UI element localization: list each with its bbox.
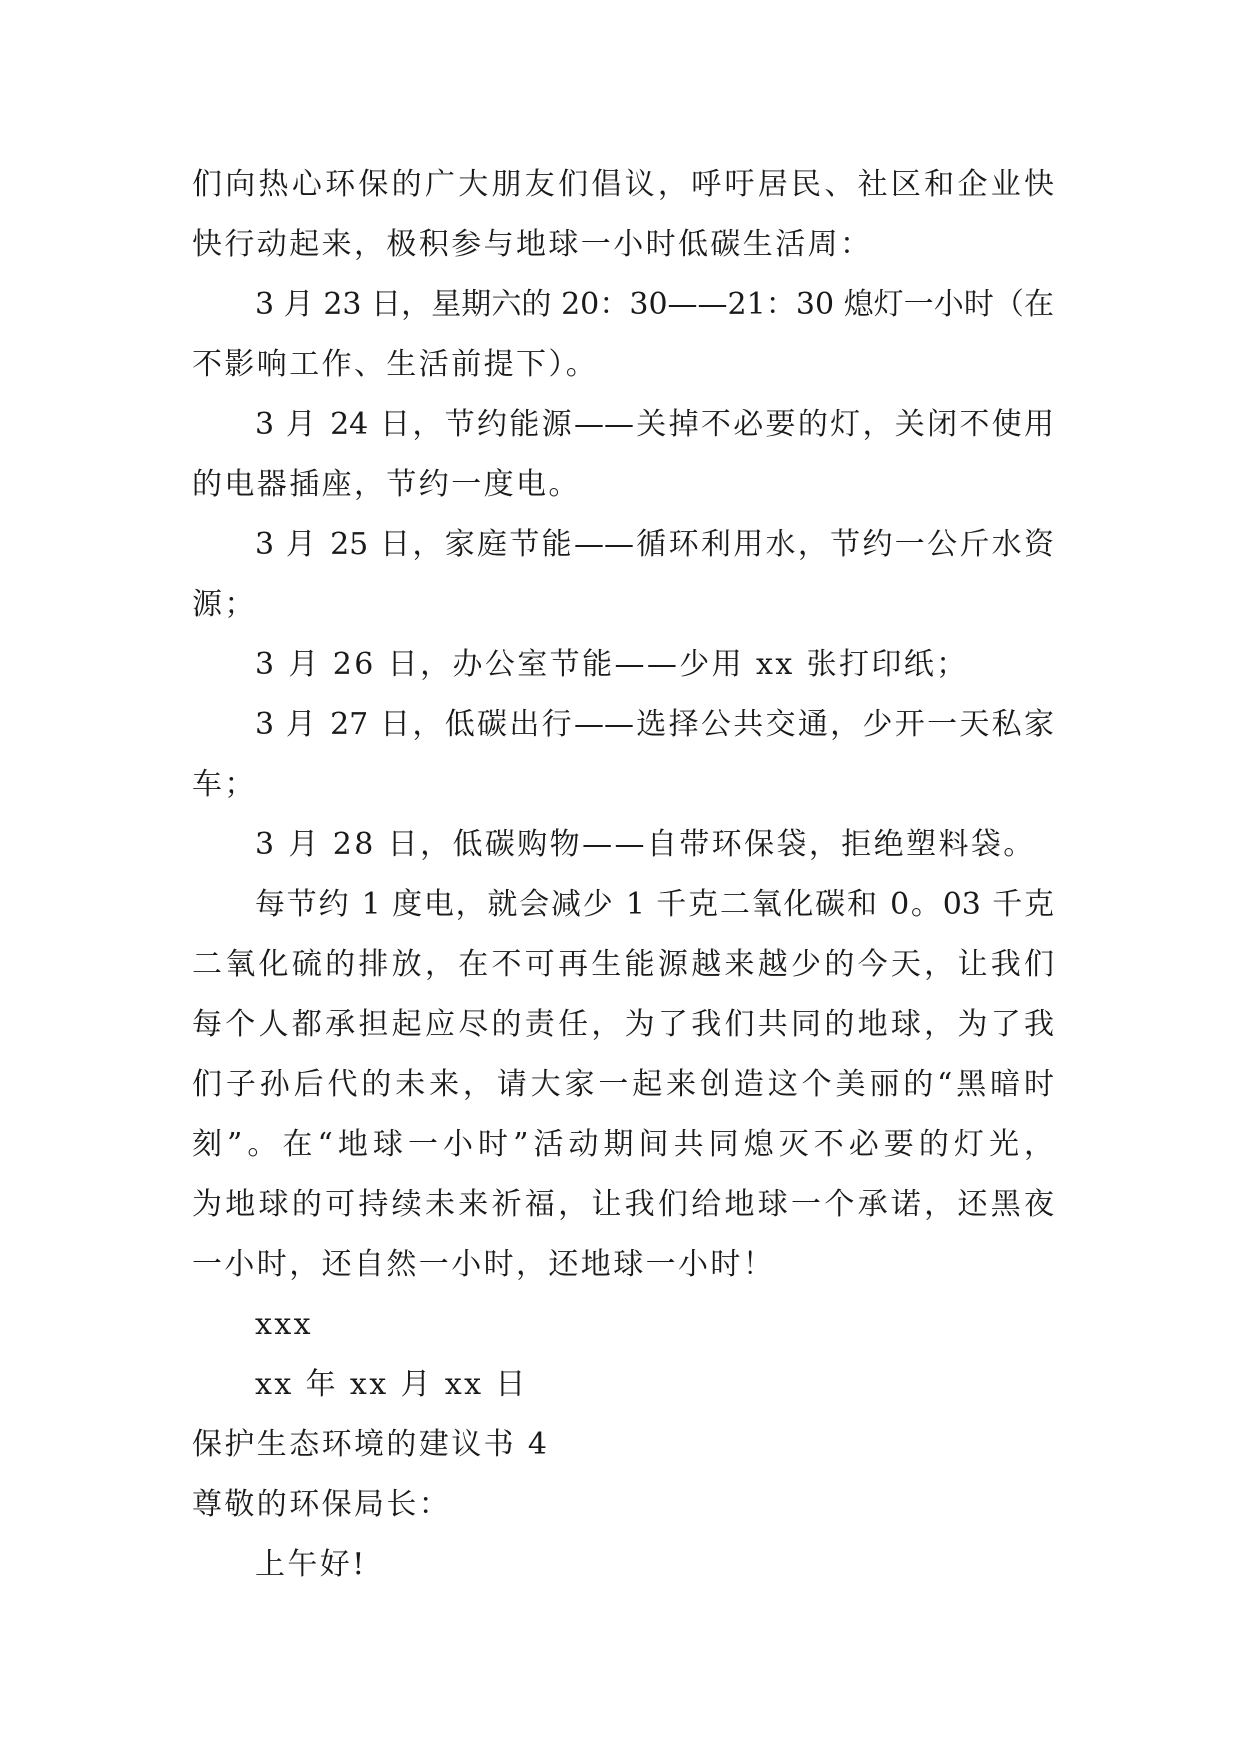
greeting: 上午好! [255, 1547, 367, 1582]
paragraph-line: 3 月 25 日，家庭节能——循环利用水，节约一公斤水资 [255, 527, 1054, 562]
paragraph-line: 快行动起来，极积参与地球一小时低碳生活周： [192, 227, 873, 262]
paragraph-line: 为地球的可持续未来祈福，让我们给地球一个承诺，还黑夜 [192, 1187, 1054, 1222]
paragraph-line: 3 月 28 日，低碳购物——自带环保袋，拒绝塑料袋。 [255, 827, 1036, 862]
document-page [192, 155, 1054, 1595]
paragraph-line: 3 月 23 日，星期六的 20：30——21：30 熄灯一小时（在 [255, 287, 1054, 322]
paragraph-line: 源； [192, 587, 257, 622]
paragraph-line: 刻”。在“地球一小时”活动期间共同熄灭不必要的灯光， [192, 1127, 1054, 1162]
paragraph-line: 3 月 26 日，办公室节能——少用 xx 张打印纸； [255, 647, 969, 682]
paragraph-line: 3 月 24 日，节约能源——关掉不必要的灯，关闭不使用 [255, 407, 1054, 442]
paragraph-line: 二氧化硫的排放，在不可再生能源越来越少的今天，让我们 [192, 947, 1054, 982]
paragraph-line: 每节约 1 度电，就会减少 1 千克二氧化碳和 0。03 千克 [255, 887, 1054, 922]
paragraph-line: 的电器插座，节约一度电。 [192, 467, 581, 502]
paragraph-line: 每个人都承担起应尽的责任，为了我们共同的地球，为了我 [192, 1007, 1054, 1042]
paragraph-line: 们子孙后代的未来，请大家一起来创造这个美丽的“黑暗时 [192, 1067, 1054, 1102]
salutation: 尊敬的环保局长： [192, 1487, 452, 1522]
paragraph-line: 们向热心环保的广大朋友们倡议，呼吁居民、社区和企业快 [192, 167, 1054, 202]
paragraph-line: 一小时，还自然一小时，还地球一小时！ [192, 1247, 776, 1282]
paragraph-line: 车； [192, 767, 257, 802]
paragraph-line: 不影响工作、生活前提下）。 [192, 347, 599, 382]
paragraph-line: 3 月 27 日，低碳出行——选择公共交通，少开一天私家 [255, 707, 1054, 742]
signature-name: xxx [255, 1307, 313, 1342]
signature-date: xx 年 xx 月 xx 日 [255, 1367, 528, 1402]
section-title: 保护生态环境的建议书 4 [192, 1427, 550, 1462]
